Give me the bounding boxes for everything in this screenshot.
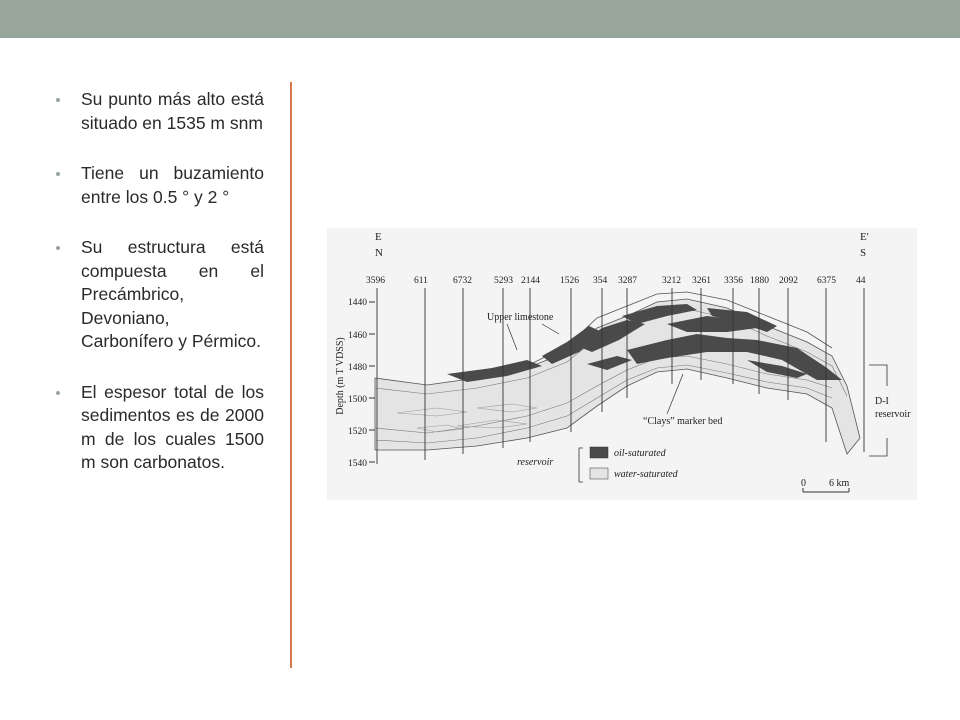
well-label: 3356 <box>724 276 743 286</box>
scale-label-distance: 6 km <box>829 478 850 489</box>
bullet-dot-icon <box>56 98 60 102</box>
depth-tick-label: 1480 <box>348 363 367 373</box>
well-label: 6732 <box>453 276 472 286</box>
bullet-item <box>56 162 264 209</box>
bullet-dot-icon <box>56 172 60 176</box>
left-direction-bottom: N <box>375 247 383 259</box>
well-label: 611 <box>414 276 428 286</box>
depth-axis-label: Depth (m T VDSS) <box>335 337 346 415</box>
bullet-text: Su punto más alto está situado en 1535 m snm <box>81 89 264 133</box>
bullet-dot-icon <box>56 246 60 250</box>
depth-tick-label: 1500 <box>348 395 367 405</box>
clays-marker-label: “Clays” marker bed <box>643 416 723 427</box>
bullet-text: El espesor total de los sedimentos es de 2000 m de los cuales 1500 m son carbonatos. <box>81 381 264 472</box>
upper-limestone-label: Upper limestone <box>487 312 554 323</box>
bullet-text: Tiene un buzamiento entre los 0.5 ° y 2 ° <box>81 163 264 207</box>
legend-swatch-oil <box>590 447 608 458</box>
cross-section-diagram <box>327 228 917 500</box>
well-label: 1526 <box>560 276 579 286</box>
well-label: 44 <box>856 276 866 286</box>
depth-tick-label: 1520 <box>348 427 367 437</box>
well-label: 3261 <box>692 276 711 286</box>
well-label: 6375 <box>817 276 836 286</box>
depth-tick-label: 1540 <box>348 459 367 469</box>
cross-section-figure <box>327 228 917 500</box>
legend-swatch-water <box>590 468 608 479</box>
well-label: 2092 <box>779 276 798 286</box>
bullet-item <box>56 88 264 135</box>
slide-header-bar <box>0 0 960 38</box>
reservoir-label-line2: reservoir <box>875 409 911 420</box>
bullet-item <box>56 236 264 354</box>
bullet-dot-icon <box>56 391 60 395</box>
bullet-item <box>56 381 264 475</box>
vertical-divider <box>290 82 292 668</box>
bullet-list <box>56 88 264 502</box>
scale-label-zero: 0 <box>801 478 806 489</box>
well-label: 5293 <box>494 276 513 286</box>
bullet-text: Su estructura está compuesta en el Precámbrico, Devoniano, Carbonífero y Pérmico. <box>81 237 264 351</box>
reservoir-label-line1: D-I <box>875 396 889 407</box>
well-label: 3596 <box>366 276 385 286</box>
well-label: 3287 <box>618 276 637 286</box>
depth-tick-label: 1460 <box>348 331 367 341</box>
legend-item-oil: oil-saturated <box>614 448 666 459</box>
right-direction-bottom: S <box>860 247 867 259</box>
well-label: 2144 <box>521 276 540 286</box>
depth-tick-label: 1440 <box>348 298 367 308</box>
well-label: 354 <box>593 276 608 286</box>
well-label: 1880 <box>750 276 769 286</box>
left-direction-top: E <box>375 231 382 243</box>
well-label: 3212 <box>662 276 681 286</box>
right-direction-top: E' <box>860 231 869 243</box>
legend-title: reservoir <box>517 457 554 468</box>
legend-item-water: water-saturated <box>614 469 678 480</box>
